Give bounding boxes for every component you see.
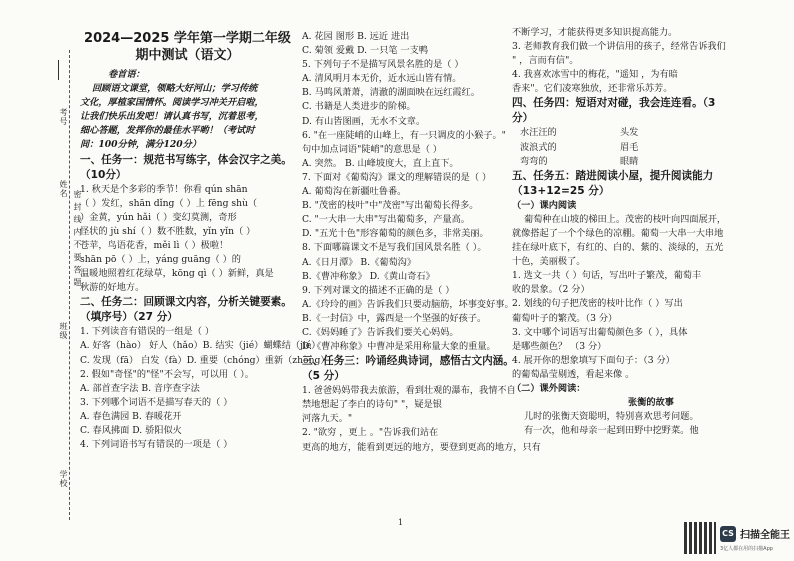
preface-line: 间：100分钟，满分120分）: [80, 139, 202, 151]
s2-line: A. 好客（hào） 好人（hǎo）B. 结实（jié）蝴蝶结（jié）: [80, 340, 321, 352]
exam-no-label: 考号: [59, 108, 68, 126]
q-line: B.《一封信》中，露西是一个坚强的好孩子。: [302, 312, 487, 324]
s1-line: ）金黄，yún hǎi（ ）变幻莫测，奇形: [80, 211, 237, 223]
column-3: [512, 0, 790, 561]
section-1-title: 一、任务一：规范书写练字，体会汉字之美。: [80, 153, 292, 166]
seal-margin: [0, 0, 82, 561]
s1-line: 1. 秋天是个多彩的季节！你看 qún shān: [80, 183, 248, 195]
match-left: 波浪式的: [520, 141, 557, 153]
q-line: A. 清风明月本无价，近水远山皆有情。: [302, 73, 462, 85]
preface-title: 卷首语：: [108, 69, 145, 80]
class-label: 班级: [59, 322, 68, 340]
q-line: 不断学习，才能获得更多知识提高能力。: [512, 27, 678, 38]
q-line: A.《日月潭》 B.《葡萄沟》: [302, 256, 417, 268]
s2-line: A. 春色满园 B. 春暖花开: [80, 410, 182, 422]
question-line: 是哪些颜色？ （3 分）: [512, 340, 607, 352]
s2-line: 1. 下列读音有错误的一组是（ ）: [80, 326, 215, 338]
s1-line: 怪状的 jù shí（ ）数不胜数，yǐn yǐn（ ）: [80, 225, 256, 237]
preface-line: 文化，厚植家国情怀。阅读学习冲关开启啦，: [80, 97, 264, 109]
exam-title-line1: 2024—2025 学年第一学期二年级: [84, 31, 291, 46]
s2-line: 4. 下列词语书写有错误的一项是（ ）: [80, 439, 233, 451]
match-right: 头发: [620, 127, 639, 139]
q-line: 河落九天。": [302, 413, 353, 425]
match-row: [512, 141, 790, 155]
section-2-title: 二、任务二：回顾课文内容，分析关键要素。: [80, 296, 292, 309]
section-2-score: （填序号）（27 分）: [80, 311, 178, 324]
q-line: B. "茂密的枝叶"中"茂密"写出葡萄长得多。: [302, 200, 479, 212]
school-label: 学校: [59, 470, 68, 488]
q-line: 4. 我喜欢冰雪中的梅花，"遥知 ，为有暗: [512, 69, 678, 81]
subsection-extra-reading: （二）课外阅读：: [512, 382, 586, 394]
scanner-brand: 扫描全能王: [740, 530, 790, 541]
match-left: 水汪汪的: [520, 127, 557, 139]
section-4-score: 分）: [512, 112, 534, 125]
reading-line: 就像搭起了一个个绿色的凉棚。葡萄一大串一大串地: [512, 227, 724, 239]
page-number: 1: [398, 518, 404, 527]
q-line: A.《玲玲的画》告诉我们只要动脑筋，坏事变好事。: [302, 298, 514, 310]
reading-line: 葡萄种在山坡的梯田上。茂密的枝叶向四面展开，: [524, 213, 727, 225]
s1-line: 苍苹，鸟语花香，měi lì（ ）极啦！: [80, 239, 229, 251]
section-5-score: （13+12=25 分）: [512, 184, 610, 197]
q-line: B. 马鸣风萧萧，清澈的湖面映在远红霞红。: [302, 87, 480, 99]
q-line: A. 葡萄沟在新疆吐鲁番。: [302, 186, 407, 198]
q-line: B.《曹冲称象》 D.《黄山奇石》: [302, 270, 435, 282]
q-line: 2. "欲穷 ，更上 。"告诉我们站在: [302, 427, 439, 439]
section-1-score: （10分）: [80, 168, 127, 181]
s2-line: A. 部首查字法 B. 音序查字法: [80, 382, 200, 394]
seal-line-text: 密 封 线 内 不 要 答 题: [73, 190, 82, 287]
q-line: 香来"。它们凌寒独放，还非常乐苏芳。: [512, 83, 673, 95]
match-left: 弯弯的: [520, 155, 548, 167]
q-line: 8. 下面哪篇课文不是写我们国风景名胜（ ）。: [302, 242, 487, 254]
camscanner-logo-icon: CS: [720, 526, 736, 542]
match-right: 眼睛: [620, 155, 639, 167]
story-line: 有一次，他和母亲一起到田野中挖野菜。他: [524, 425, 699, 437]
s2-line: C. 春风拂面 D. 骄阳似火: [80, 424, 182, 436]
s1-line: 温暖地照着红花绿草，kōng qì（ ）新鲜，真是: [80, 268, 274, 280]
reading-line: 十色，美丽极了。: [512, 256, 586, 268]
question-line: 1. 选文一共（ ）句话，写出叶子繁茂，葡萄丰: [512, 270, 702, 282]
question-line: 2. 划线的句子把茂密的枝叶比作（ ）写出: [512, 298, 683, 310]
s1-line: shān pō（ ）上，yáng guāng（ ）的: [80, 254, 241, 266]
exam-title-line2: 期中测试（语文）: [135, 48, 240, 63]
section-3-title: 三、任务三：吟诵经典诗词，感悟古文内涵。: [302, 355, 514, 368]
q-line: 1. 爸爸妈妈带我去旅游，看到壮观的瀑布，我情不自: [302, 385, 516, 397]
story-title: 张衡的故事: [628, 397, 674, 409]
q-line: D. "五光十色"形容葡萄的颜色多，非常美丽。: [302, 228, 489, 240]
q-line: D.《曹冲称象》中曹冲是采用称量大象的重量。: [302, 341, 496, 353]
margin-tick: [58, 60, 59, 80]
q-line: C. "一大串一大串"写出葡萄多，产量高。: [302, 214, 470, 226]
preface-line: 回顾语文课堂，领略大好河山；学习传统: [92, 83, 258, 95]
s2-line: C. 发现（fā） 白发（fà）D. 重要（chóng）重新（zhòng）: [80, 354, 330, 366]
preface-line: 细心答题，发挥你的最佳水平哟！（考试时: [80, 125, 255, 137]
section-4-title: 四、任务四：短语对对碰，我会连连看。（3: [512, 97, 716, 110]
s2-line: 3. 下列哪个词语不是描写春天的（ ）: [80, 396, 233, 408]
reading-line: 挂在绿叶底下，有红的、白的、紫的、淡绿的，五光: [512, 242, 724, 254]
scanner-tagline: 3亿人都在用的扫描App: [720, 546, 773, 552]
question-line: 的葡萄晶莹剔透，看起来像 。: [512, 368, 635, 380]
q-line: 7. 下面对《葡萄沟》课文的理解错误的是（ ）: [302, 171, 492, 183]
q-line: D. 有山皆图画，无水不文章。: [302, 115, 426, 127]
s1-line: 秋游的好地方。: [80, 282, 145, 294]
story-line: 儿时的张衡天资聪明，特别喜欢思考问题。: [524, 411, 699, 423]
q-line: 更高的地方，能看到更远的地方，要登到更高的地方，只有: [302, 441, 541, 453]
question-line: 4. 展开你的想象填写下面句子：（3 分）: [512, 354, 675, 366]
q-line: " ，言而有信"。: [512, 55, 579, 67]
match-right: 眉毛: [620, 141, 639, 153]
match-row: [512, 126, 790, 140]
q-line: A. 花园 图形 B. 远近 进出: [302, 31, 410, 42]
q-line: 句中加点词语"陡峭"的意思是（ ）: [302, 143, 442, 155]
seal-dashed-line: [69, 50, 70, 520]
qr-code: [684, 522, 716, 554]
q-line: C.《妈妈睡了》告诉我们要关心妈妈。: [302, 326, 459, 338]
name-label: 姓名: [59, 180, 68, 198]
q-line: 6. "在一座陡峭的山峰上，有一只调皮的小猴子。": [302, 129, 506, 141]
section-3-score: （5 分）: [302, 370, 345, 383]
subsection-in-class-reading: （一）课内阅读: [512, 199, 577, 211]
s2-line: 2. 假如"奇怪"的"怪"不会写，可以用（ ）。: [80, 368, 254, 380]
q-line: A. 突然。 B. 山峰坡度大，直上直下。: [302, 157, 459, 169]
preface-line: 让我们快乐出发吧！请认真书写，沉着思考，: [80, 111, 264, 123]
q-line: C. 菊领 爱戴 D. 一只笔 一支鸭: [302, 45, 429, 57]
s1-line: （ ）发红，shān dǐng（ ）上 fēng shù（: [80, 197, 258, 209]
q-line: 禁地想起了李白的诗句" "，疑是银: [302, 399, 442, 411]
question-line: 收的景象。（2 分）: [512, 284, 590, 296]
section-5-title: 五、任务五：踏进阅读小屋，提升阅读能力: [512, 169, 714, 182]
q-line: 9. 下列对课文的描述不正确的是（ ）: [302, 284, 455, 296]
q-line: 3. 老师教育我们做一个讲信用的孩子，经常告诉我们: [512, 41, 726, 53]
question-line: 葡萄叶子的繁茂。（3 分）: [512, 312, 618, 324]
q-line: 5. 下列句子不是描写风景名胜的是（ ）: [302, 59, 464, 71]
match-row: [512, 155, 790, 169]
question-line: 3. 文中哪个词语写出葡萄颜色多（ ），具体: [512, 326, 688, 338]
q-line: C. 书籍是人类进步的阶梯。: [302, 101, 416, 113]
